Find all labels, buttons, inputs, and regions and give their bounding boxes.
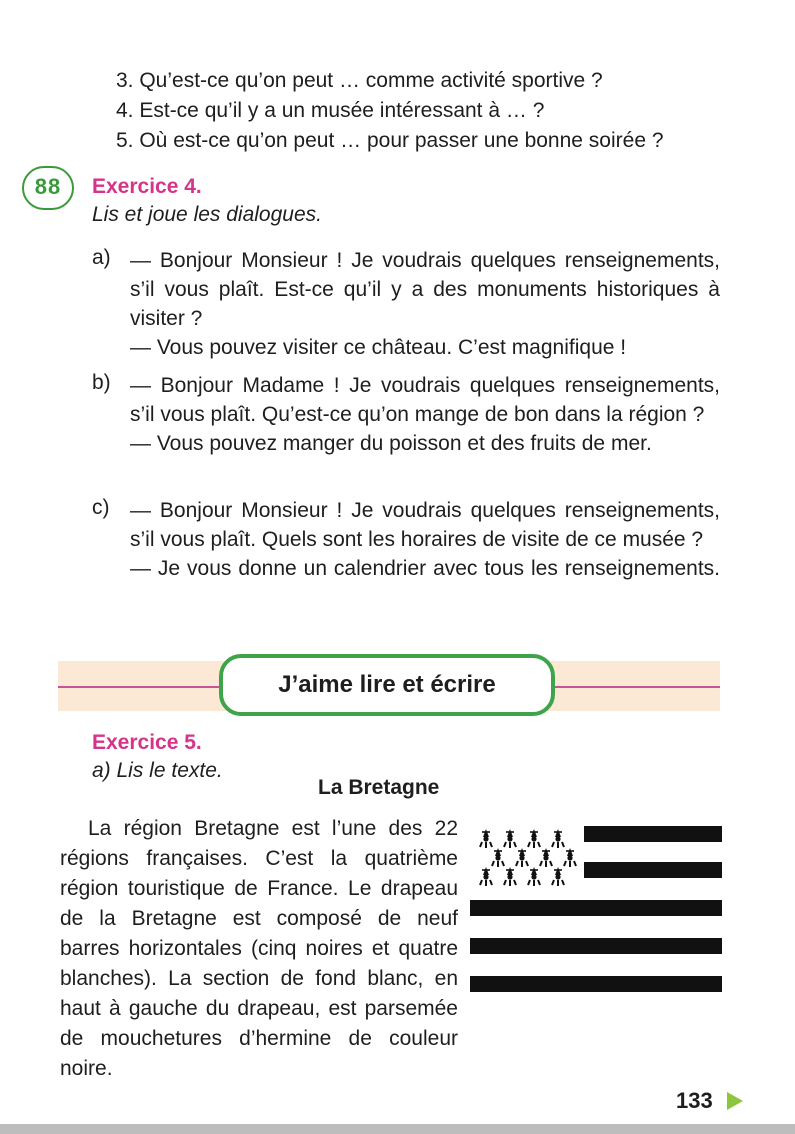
section-banner-title: J’aime lire et écrire <box>219 654 555 716</box>
brittany-flag-image <box>470 822 722 994</box>
dialogue-b-line-1: — Bonjour Madame ! Je voudrais quelques renseignements, s’il vous plaît. Qu’est-ce qu’on mange de bon dans la région ? <box>130 374 720 426</box>
question-4: 4. Est-ce qu’il y a un musée intéressant à … ? <box>116 99 545 122</box>
exercise-5-instruction: a) Lis le texte. <box>92 759 223 782</box>
page-number: 133 <box>676 1088 713 1113</box>
audio-track-icon: 88 <box>22 166 74 210</box>
reading-text <box>60 814 458 1084</box>
banner-line-right <box>554 686 720 688</box>
dialogue-c-line-2: — Je vous donne un calendrier avec tous les renseignements. <box>130 557 720 580</box>
dialogue-c <box>130 496 720 583</box>
dialogue-a-label: a) <box>92 246 111 269</box>
reading-paragraph: La région Bretagne est l’une des 22 régions françaises. C’est la quatrième région touristique de France. Le drapeau de la Bretagne est composé de neuf barres horizontales (cinq noires et quatre blanches). La section de fond blanc, en haut à gauche du drapeau, est parsemée de mouchetures d’hermine de couleur noire. <box>60 817 458 1080</box>
exercise-4-instruction: Lis et joue les dialogues. <box>92 203 322 226</box>
exercise-5-title: Exercice 5. <box>92 731 202 754</box>
text-title: La Bretagne <box>318 776 440 799</box>
dialogue-a <box>130 246 720 362</box>
dialogue-b-label: b) <box>92 371 111 394</box>
question-5: 5. Où est-ce qu’on peut … pour passer une bonne soirée ? <box>116 129 664 152</box>
next-page-arrow-icon[interactable] <box>727 1092 743 1110</box>
bottom-scroll-bar <box>0 1124 795 1134</box>
dialogue-c-label: c) <box>92 496 110 519</box>
dialogue-a-line-2: — Vous pouvez visiter ce château. C’est magnifique ! <box>130 336 627 359</box>
dialogue-b <box>130 371 720 458</box>
dialogue-b-line-2: — Vous pouvez manger du poisson et des fruits de mer. <box>130 432 652 455</box>
banner-line-left <box>58 686 220 688</box>
question-3: 3. Qu’est-ce qu’on peut … comme activité sportive ? <box>116 69 603 92</box>
exercise-4-title: Exercice 4. <box>92 175 202 198</box>
dialogue-c-line-1: — Bonjour Monsieur ! Je voudrais quelques renseignements, s’il vous plaît. Quels sont les horaires de visite de ce musée ? <box>130 499 720 551</box>
dialogue-a-line-1: — Bonjour Monsieur ! Je voudrais quelques renseignements, s’il vous plaît. Est-ce qu’il y a des monuments historiques à visiter ? <box>130 249 720 330</box>
